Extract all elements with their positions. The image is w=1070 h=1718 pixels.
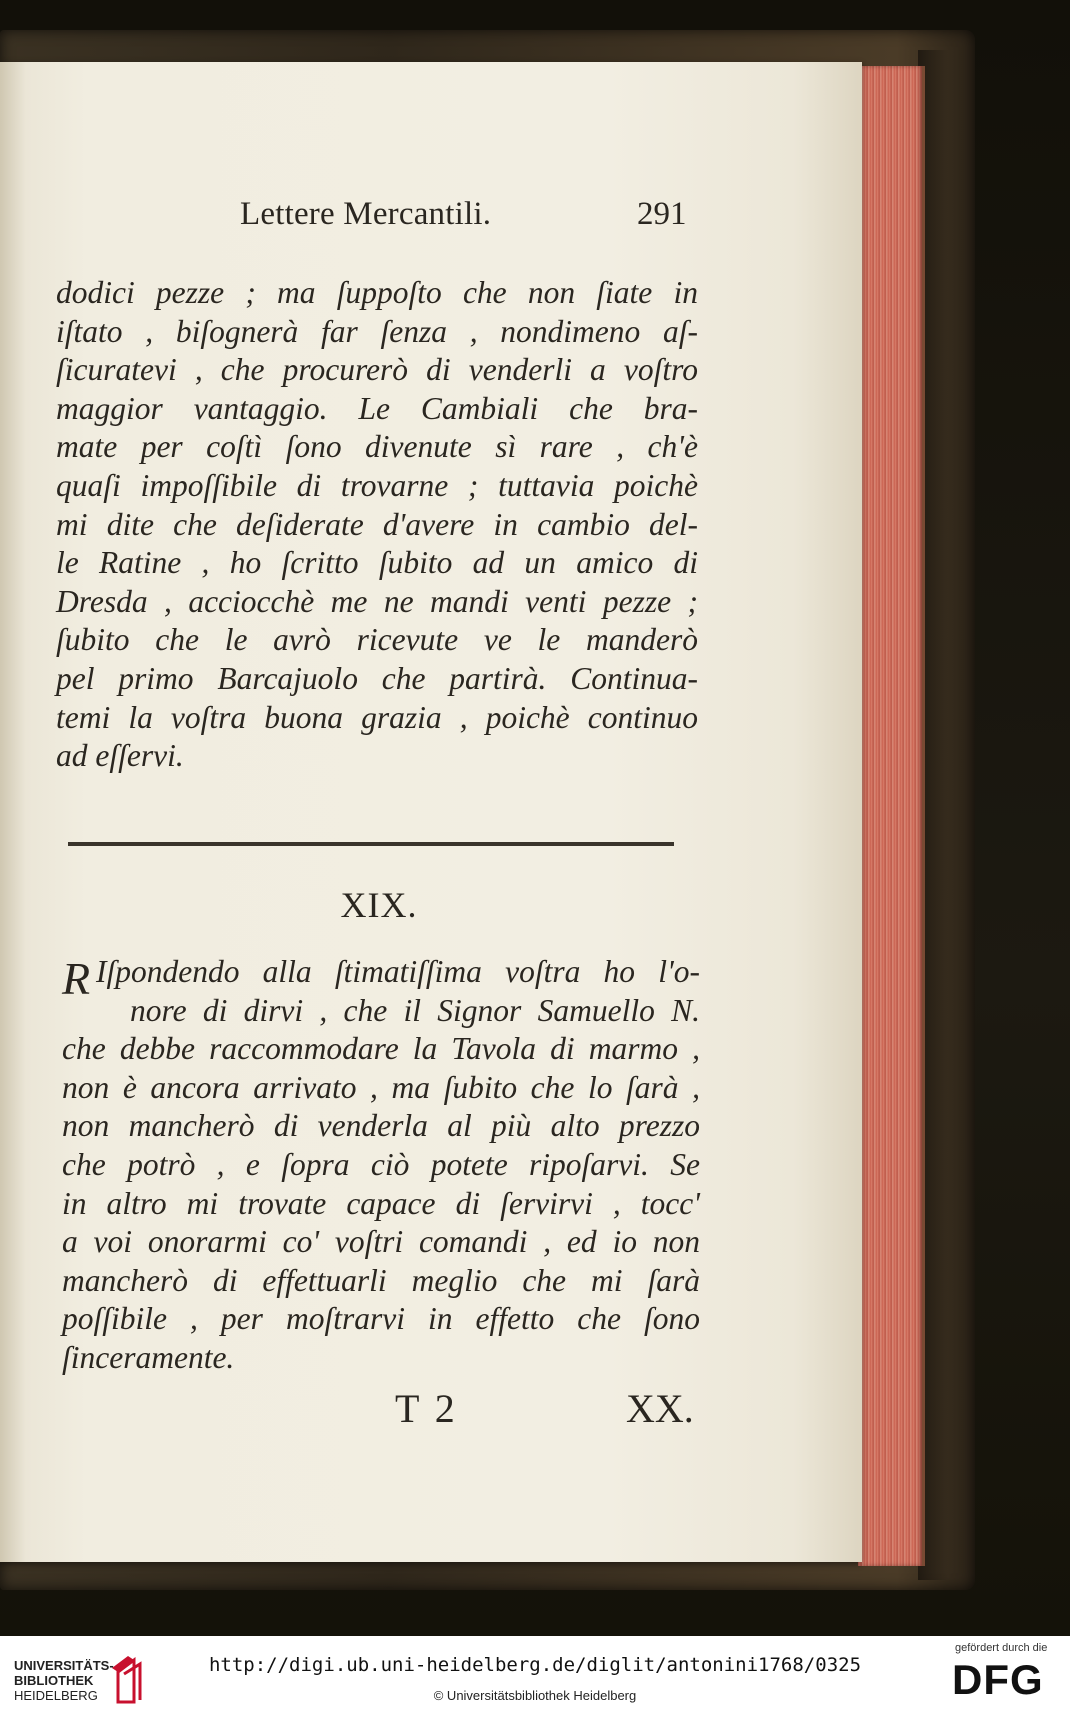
text-line: ſubito che le avrò ricevute ve le manderò bbox=[56, 622, 698, 658]
text-line: non mancherò di venderla al più alto prezzo bbox=[62, 1108, 700, 1144]
text-line: a voi onorarmi co' voſtri comandi , ed io non bbox=[62, 1224, 700, 1260]
letter-continuation bbox=[56, 274, 698, 776]
text-line: maggior vantaggio. Le Cambiali che bra- bbox=[56, 390, 698, 426]
text-line: in altro mi trovate capace di ſervirvi , tocc' bbox=[62, 1185, 700, 1221]
funder-caption: gefördert durch die bbox=[955, 1642, 1048, 1654]
text-line: che debbe raccommodare la Tavola di marmo , bbox=[62, 1031, 700, 1067]
section-divider bbox=[68, 842, 674, 846]
library-name-line: BIBLIOTHEK bbox=[14, 1673, 94, 1688]
section-number: XIX. bbox=[340, 885, 418, 925]
text-line: mate per coſtì ſono divenute sì rare , ch'è bbox=[56, 429, 698, 465]
text-line: non è ancora arrivato , ma ſubito che lo ſarà , bbox=[62, 1069, 700, 1105]
permalink-url[interactable]: http://digi.ub.uni-heidelberg.de/diglit/antonini1768/0325 bbox=[208, 1654, 862, 1676]
signature-mark: T 2 bbox=[395, 1386, 458, 1431]
page-number: 291 bbox=[637, 196, 687, 232]
text-line: Iſpondendo alla ſtimatiſſima voſtra ho l'o- bbox=[96, 954, 700, 989]
text-line: mi dite che deſiderate d'avere in cambio del- bbox=[56, 506, 698, 542]
text-line: nore di dirvi , che il Signor Samuello N. bbox=[130, 992, 700, 1028]
text-line: ad eſſervi. bbox=[56, 738, 184, 774]
text-line: quaſi impoſſibile di trovarne ; tuttavia poichè bbox=[56, 467, 698, 503]
letter-xix bbox=[62, 953, 700, 1378]
text-line: iſtato , biſognerà far ſenza , nondimeno aſ- bbox=[56, 313, 698, 349]
text-line: poſſibile , per moſtrarvi in effetto che ſono bbox=[62, 1301, 700, 1337]
copyright-notice: © Universitätsbibliothek Heidelberg bbox=[433, 1688, 637, 1703]
text-line: mancherò di effettuarli meglio che mi ſarà bbox=[62, 1262, 700, 1298]
library-name-line: HEIDELBERG bbox=[14, 1688, 98, 1703]
text-line: ſicuratevi , che procurerò di venderli a voſtro bbox=[56, 352, 698, 388]
page-edges bbox=[858, 66, 925, 1566]
text-line: le Ratine , ho ſcritto ſubito ad un amico di bbox=[56, 545, 698, 581]
running-head: Lettere Mercantili. bbox=[240, 196, 492, 232]
dfg-logo: DFG bbox=[952, 1656, 1044, 1703]
text-line: temi la voſtra buona grazia , poichè continuo bbox=[56, 699, 698, 735]
text-line: ſinceramente. bbox=[62, 1339, 235, 1375]
text-line: che potrò , e ſopra ciò potete ripoſarvi. Se bbox=[62, 1146, 700, 1182]
text-line: pel primo Barcajuolo che partirà. Continua- bbox=[56, 660, 698, 696]
text-line: dodici pezze ; ma ſuppoſto che non ſiate in bbox=[56, 275, 698, 310]
viewer-footer bbox=[0, 1636, 1070, 1718]
drop-capital: R bbox=[62, 953, 91, 1004]
catchword: XX. bbox=[626, 1386, 694, 1431]
library-name-line: UNIVERSITÄTS- bbox=[14, 1658, 114, 1673]
text-line: Dresda , acciocchè me ne mandi venti pezze ; bbox=[56, 583, 698, 619]
